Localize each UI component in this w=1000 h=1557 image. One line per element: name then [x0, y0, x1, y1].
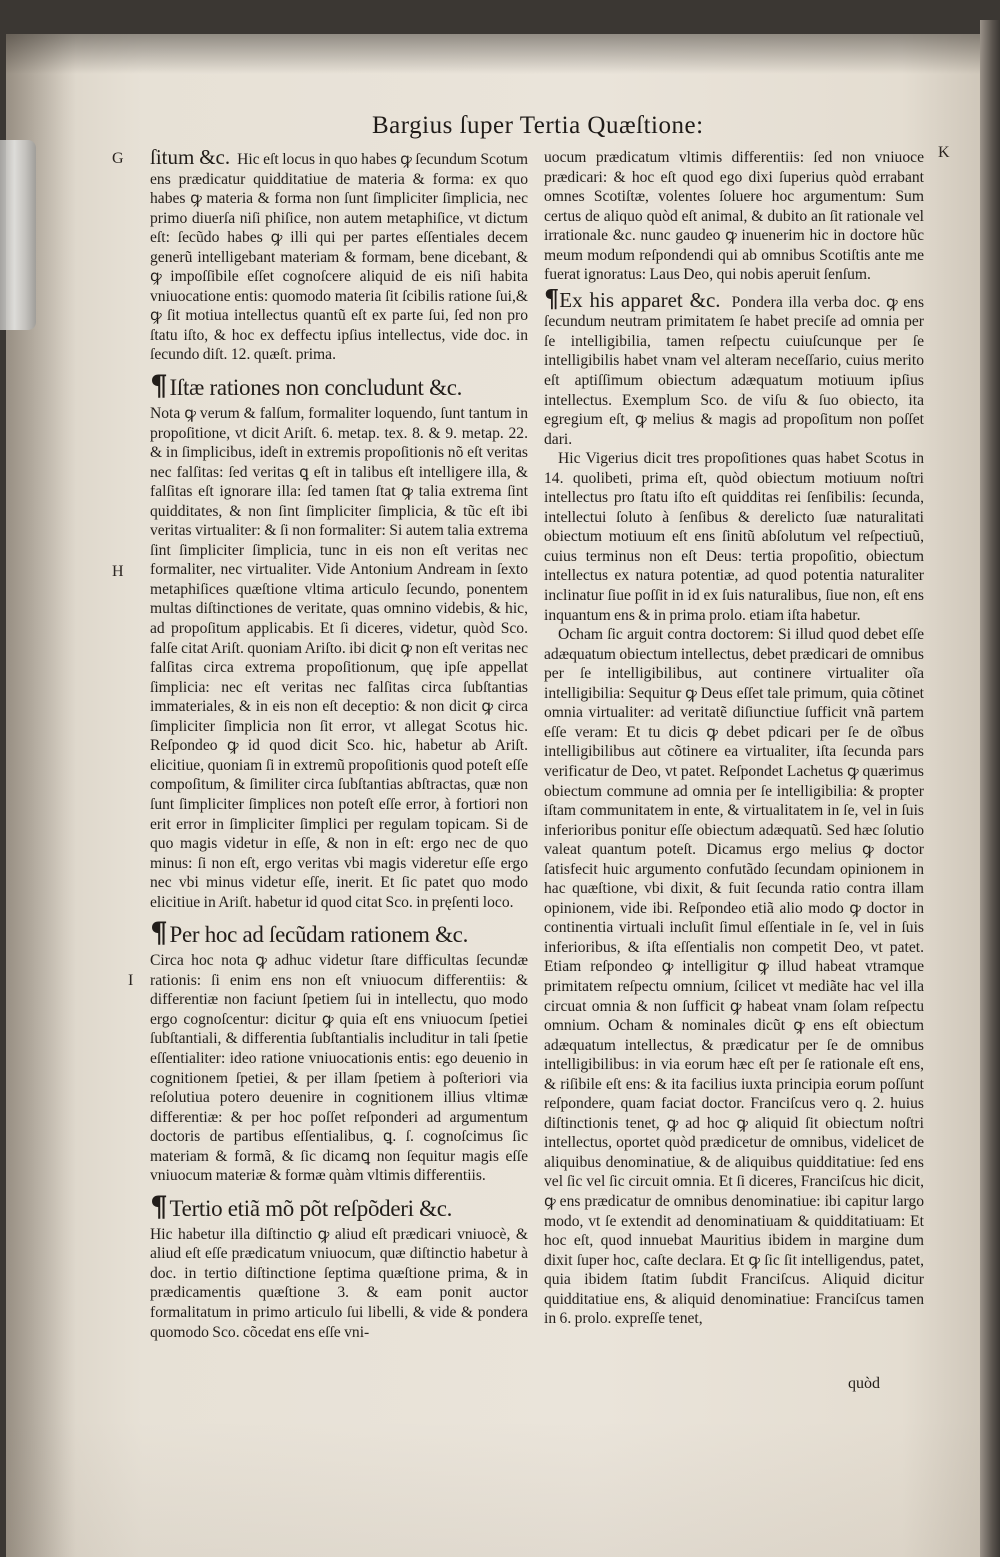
- paragraph: Hic Vigerius dicit tres propoſitiones quas habet Scotus in 14. quolibeti, prima eſt, quòd obiectum motiuum noſtri intellectus pro ſtatu iſto eſt quidditas rei ſenſibilis: ſecunda, intellectui ſoluto à ſenſibus & derelicto ſuæ naturalitati obiectum motiuum eſt ens ſinitũ abſolutum vel reſpectiuũ, cuius terminus non eſt Deus: tertia propoſitio, obiectum intellectus ex natura potentiæ, ad quod potentia naturaliter inclinatur ſiue poſſit in id ex ſuis naturalibus, ſiue non, eſt ens inquantum ens & in prima prolo. etiam iſta habetur.: [544, 450, 924, 624]
- lemma-heading: ¶Iſtæ rationes non concludunt &c.: [150, 369, 463, 403]
- catchword: quòd: [848, 1375, 880, 1392]
- pilcrow-icon: ¶: [150, 916, 168, 950]
- paragraph: Circa hoc nota ꝙ adhuc videtur ſtare difficultas ſecundæ rationis: ſi enim ens non eſt vniuocum differentiis: & differentiæ non faciunt ſpetiem ſui in intellectu, quo modo ergo cognoſcentur: dicitur ꝙ quia eſt ens vniuocum ſpetiei ſubſtantiali, & differentia ſubſtantialis includitur in tali ſpetie eſſentialiter: ideo ratione vniuocationis entis: ego deuenio in cognitionem ſpetiei, & per illam ſpetiem à poſteriori via reſolutiua potero deuenire in cognitionem illius vltimæ differentiæ: & per hoc poſſet reſponderi ad argumentum doctoris de partibus eſſentialibus, ꝗ. ſ. cognoſcimus ſic materiam & formã, & ſic dicamꝗ non ſequitur magis eſſe vniuocum materiæ & formæ quàm vltimis differentiis.: [150, 952, 528, 1185]
- bottom-margin: [6, 1420, 980, 1557]
- paragraph: Ocham ſic arguit contra doctorem: Si illud quod debet eſſe adæquatum obiectum intellectus, debet prædicari de omnibus per ſe intelligibilibus, aut continere virtualiter oĩa intelligibilia: Sequitur ꝙ Deus eſſet tale primum, quia cõtinet omnia virtualiter: ad veritatẽ diſiunctiue ſufficit vnã partem eſſe veram: Et tu dicis ꝙ debet pdicari per ſe de oĩbus intelligibilibus aut cõtinere ea virtualiter, iſta ſecunda pars verificatur de Deo, vt patet. Reſpondet Lachetus ꝙ quærimus obiectum commune ad omnia per ſe intelligibilia: & propter iſtam communitatem in ente, & virtualitatem in ſe, vel in ſuis inferioribus ponitur eſſe obiectum adæquatũ. Sed hæc ſolutio valeat quantum poteſt. Dicamus ergo melius ꝙ doctor ſatisfecit huic argumento confutãdo ſecundam opinionem in hac quæſtione, vbi dixit, & fuit ſecunda ratio contra illam opinionem, vide ibi. Reſpondeo etiã alio modo ꝙ doctor in continentia virtuali incluſit ſimul eſſentiale in ſe, vel in ſuis inferioribus, & iſta eſſentialis non competit Deo, vt patet. Etiam reſpondeo ꝙ intelligitur ꝙ illud habeat vtramque primitatem reſpectu omnium, ſcilicet vt mediãte hac vel illa circuat omnia & non ſufficit ꝙ habeat vnam ſolam reſpectu omnium. Ocham & nominales dicũt ꝙ ens eſt obiectum adæquatum intellectus, & prædicatur per ſe de omnibus intelligibilibus: in via eorum hæc eſt per ſe rationale eſt ens, & riſibile eſt ens: & ita facilius iuxta principia eorum poſſunt reſpondere, quam faciat doctor. Franciſcus vero q. 2. huius diſtinctionis tenet, ꝙ ad hoc ꝙ aliquid ſit obiectum noſtri intellectus, oportet quòd prædicetur de omnibus, videlicet de aliquibus denominatiue, & de aliquibus quidditatiue: ſed ens vel ſic vel ſic circuit omnia. Et ſi diceres, Franciſcus hic dicit, ꝙ ens prædicatur de omnibus denominatiue: ibi capitur largo modo, vt ſe extendit ad denominatiuam & quidditatiuam: Et hoc eſt, quod innuebat Mauritius ibidem in margine dum dixit ſuper hoc, caſte declara. Et ꝙ ſic ſit intelligendus, patet, quia ibidem ſtatim ſubdit Franciſcus. Aliquid dicitur quidditatiue ens, & aliquid denominatiue: Franciſcus tamen in 6. prolo. expreſſe tenet,: [544, 626, 924, 1328]
- lemma-heading: ¶Ex his apparet &c.: [544, 283, 721, 313]
- top-edge-shadow: [6, 34, 980, 74]
- paragraph: uocum prædicatum vltimis differentiis: ſed non vniuoce prædicari: & hoc eſt quod ego dixi ſuperius quòd errabant omnes Scotiſtæ, volentes ſoluere hoc argumentum: Sum certus de aliquo quòd eſt animal, & dubito an ſit rationale vel irrationale &c. nunc gaudeo ꝙ inuenerim hic in doctore hũc meum modum reſpondendi qui ab omnibus Scotiſtis ante me fuerat ignoratus: Laus Deo, qui nobis aperuit ſenſum.: [544, 149, 924, 284]
- paragraph: ſitum &c. Hic eſt locus in quo habes ꝙ ſecundum Scotum ens prædicatur quidditatiue de materia & forma: ex quo habes ꝙ materia & forma non ſunt ſimpliciter ſimplicia, nec primo diuerſa niſi phiſice, non autem metaphiſice, vt dictum eſt: ſecũdo habes ꝙ illi qui per partes eſſentiales decem generũ intelligebant materiam & formam, bene dicebant, & ꝙ impoſſibile eſſet cognoſcere aliquid de eis niſi habita vniuocatione entis: quomodo materia ſit ſcibilis ratione ſui,& ꝙ ſit motiua intellectus quantũ eſt ex parte ſui, ſed non pro ſtatu iſto, & hoc ex deffectu ipſius intellectus, vide doc. in ſecundo diſt. 12. quæſt. prima.: [150, 145, 528, 364]
- paragraph: Hic habetur illa diſtinctio ꝙ aliud eſt prædicari vniuocè, & aliud eſt eſſe prædicatum vniuocum, quæ diſtinctio habetur à doc. in tertio diſtinctione ſeptima quæſtione prima, & in prædicamentis quæſtione 3. & eam ponit auctor formalitatum in primo articulo ſui libelli, & vide & pondera quomodo Sco. cõcedat ens eſſe vni-: [150, 1225, 528, 1341]
- book-clip: [0, 140, 36, 330]
- lemma-heading: ¶Per hoc ad ſecũdam rationem &c.: [150, 916, 469, 950]
- paragraph: Nota ꝙ verum & falſum, formaliter loquendo, ſunt tantum in propoſitione, vt dicit Ariſt. 6. metap. tex. 8. & 9. metap. 22. & in ſimplicibus, ideſt in extremis propoſitionis nõ eſt veritas nec falſitas: ſed veritas ꝗ eſt in talibus eſt intelligere illa, & falſitas eſt ignorare illa: ſed tamen ſtat ꝙ talia extrema ſint quidditates, & non ſint ſimpliciter ſimplicia, & tũc eſt ibi veritas virtualiter: & ſi non formaliter: Si autem talia extrema ſint ſimpliciter ſimplicia, tunc in eis non eſt veritas nec formaliter, nec virtualiter. Vide Antonium Andream in ſexto metaphiſices quæſtione vltima articulo ſecundo, ponentem multas diſtinctiones de veritate, quas omnino videbis, & hic, ad propoſitum applicabis. Et ſi diceres, videtur, quòd Sco. falſe citat Ariſt. quoniam Ariſto. ibi dicit ꝙ non eſt veritas nec falſitas circa extrema propoſitionum, quę ipſe appellat ſimplicia: nec eſt veritas nec falſitas circa ſubſtantias immateriales, & in eis non eſt deceptio: & non dicit ꝙ circa ſimpliciter ſimplicia non ſit error, vt allegat Scotus hic. Reſpondeo ꝙ id quod dicit Sco. hic, habetur ab Ariſt. elicitiue, quoniam ſi in extremũ propoſitionis quod poteſt eſſe compoſitum, & ſimiliter circa ſubſtantias abſtractas, quæ non ſunt ſimpliciter ſimplices non poteſt eſſe error, à fortiori non erit error in ſimpliciter ſimplici per regulam topicam. Si de quo magis videtur in eſſe, & non in eſt: ergo nec de quo minus: ſi non eſt, ergo veritas vbi magis videretur eſſe ergo nec vbi minus videtur eſſe, inerit. Et ſic patet quo modo elicitiue in Ariſt. habetur id quod citat Sco. in pręſenti loco.: [150, 405, 528, 911]
- pilcrow-icon: ¶: [544, 283, 560, 313]
- margin-letter-i: I: [128, 972, 134, 989]
- margin-letter-k: K: [938, 144, 950, 161]
- paragraph: ¶Ex his apparet &c. Pondera illa verba doc. ꝙ ens ſecundum neutram primitatem ſe habet preciſe ad omnia per ſe intelligibilia, tamen reſpectu cuiuſcunque per ſe intelligibilis habet vnam vel alteram neceſſario, cuius merito eſt aptiſſimum obiectum adæquatum motiuum ipſius intellectus. Exemplum Sco. de viſu & ſuo obiecto, ita egregium eſt, ꝙ melius & magis ad propoſitum non poſſet dari.: [544, 283, 925, 448]
- right-column: [544, 148, 924, 1329]
- pilcrow-icon: ¶: [150, 1189, 168, 1223]
- margin-letter-g: G: [112, 150, 124, 167]
- running-head: Bargius ſuper Tertia Quæſtione:: [372, 112, 704, 139]
- page-edge: [980, 20, 1000, 1557]
- left-column: [150, 145, 528, 1342]
- lemma-heading: ¶Tertio etiã mõ põt reſpõderi &c.: [150, 1189, 453, 1223]
- lemma-heading: ſitum &c.: [150, 145, 231, 169]
- margin-letter-h: H: [112, 563, 124, 580]
- pilcrow-icon: ¶: [150, 369, 168, 403]
